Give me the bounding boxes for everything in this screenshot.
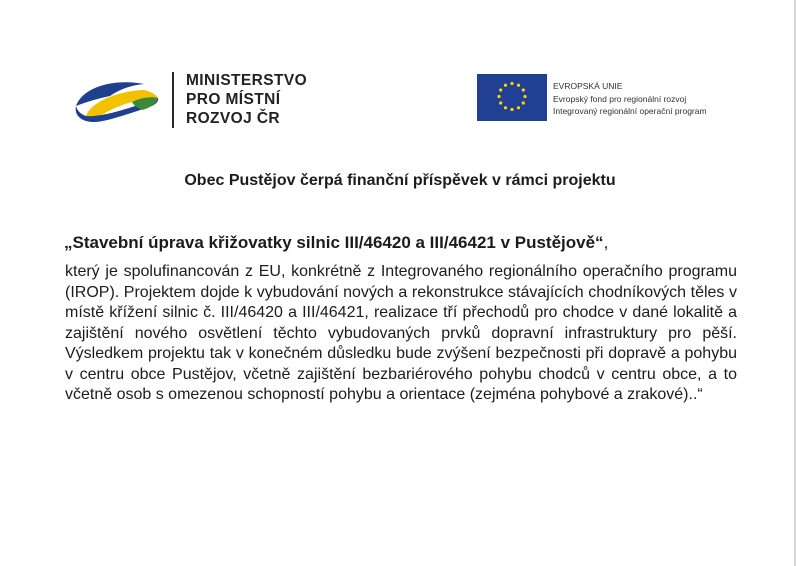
ministry-name bbox=[186, 71, 307, 128]
ministry-line-1: MINISTERSTVO bbox=[186, 72, 308, 89]
ministry-divider bbox=[172, 72, 174, 128]
project-title-comma: , bbox=[603, 233, 609, 252]
scan-edge bbox=[794, 0, 796, 566]
ministry-line-2: PRO MÍSTNÍ bbox=[186, 91, 281, 108]
eu-line-1: EVROPSKÁ UNIE bbox=[553, 81, 623, 91]
mmr-logo-icon bbox=[72, 76, 162, 126]
body-paragraph: který je spolufinancován z EU, konkrétně z Integrovaného regionálního operačního programu (IROP). Projektem dojde k vybudování nových a rekonstrukce stávajících chodníkových těles v místě křížení silnic č. III/46420 a III/46421, realizace tří přechodů pro chodce v dané lokalitě a zajištění nového osvětlení těchto vybudovaných prvků dopravní infrastruktury pro pěší. Výsledkem projektu tak v konečném důsledku bude zvýšení bezpečnosti při dopravě a pohybu v centru obce Pustějov, včetně zajištění bezbariérového pohybu chodců v centru obce, a to včetně osob s omezenou schopností pohybu a orientace (zejména pohybové a zrakové)..“ bbox=[65, 263, 737, 403]
eu-line-2: Evropský fond pro regionální rozvoj bbox=[553, 93, 687, 104]
project-title-text: „Stavební úprava křižovatky silnic III/46420 a III/46421 v Pustějově“ bbox=[64, 233, 604, 252]
eu-line-3: Integrovaný regionální operační program bbox=[553, 106, 707, 116]
project-title bbox=[64, 233, 608, 253]
ministry-line-3: ROZVOJ ČR bbox=[186, 110, 281, 127]
eu-program-text bbox=[553, 80, 707, 118]
document-heading: Obec Pustějov čerpá finanční příspěvek v rámci projektu bbox=[184, 172, 616, 189]
eu-flag-icon bbox=[477, 74, 547, 121]
